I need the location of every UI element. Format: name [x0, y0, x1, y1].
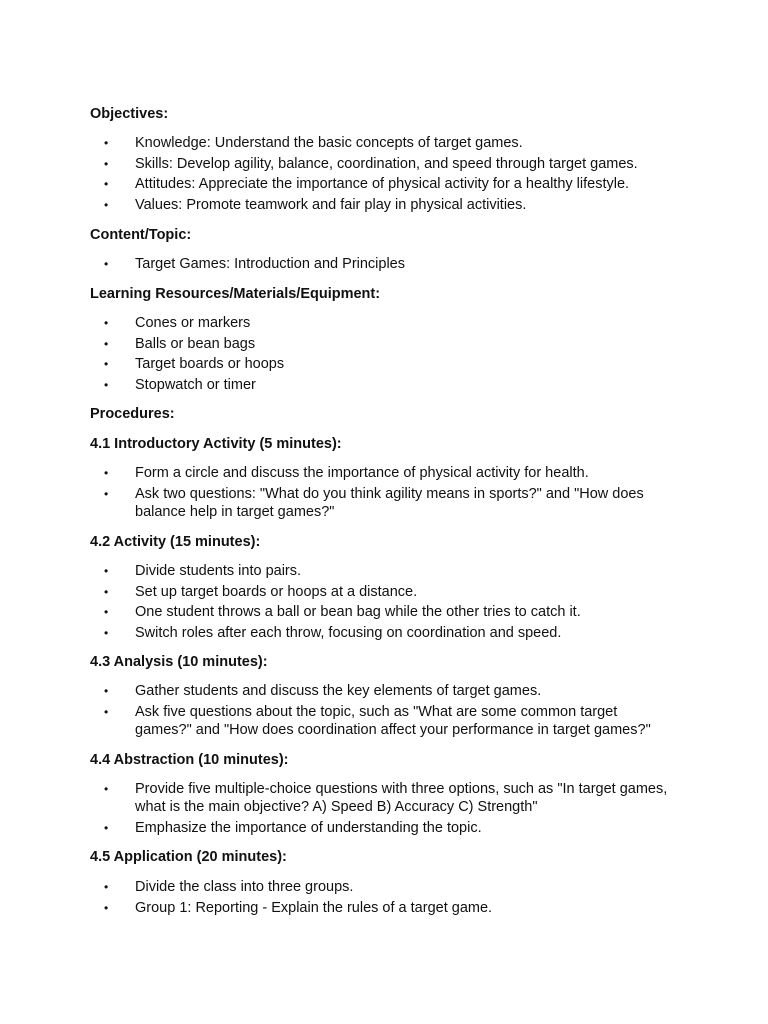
section-heading-analysis: 4.3 Analysis (10 minutes): — [90, 654, 268, 670]
analysis-list — [0, 682, 768, 741]
list-item: • One student throws a ball or bean bag while the other tries to catch it. — [104, 604, 581, 620]
list-item: • Target Games: Introduction and Principles — [104, 256, 405, 272]
bullet-icon: • — [104, 782, 109, 796]
bullet-icon: • — [104, 584, 109, 599]
list-item: • Set up target boards or hoops at a distance. — [104, 583, 418, 600]
learning-resources-list — [0, 314, 768, 396]
bullet-icon: • — [104, 357, 109, 371]
list-item: • Target boards or hoops — [104, 356, 285, 372]
section-heading-activity: 4.2 Activity (15 minutes): — [90, 534, 261, 550]
bullet-icon: • — [104, 136, 109, 150]
section-heading-learning-resources: Learning Resources/Materials/Equipment: — [90, 286, 381, 302]
list-item: • Ask five questions about the topic, such as "What are some common target games?" and "How does coordination affect your performance in target games?" — [104, 703, 651, 738]
bullet-icon: • — [104, 564, 109, 578]
list-item: • Attitudes: Appreciate the importance of physical activity for a healthy lifestyle. — [104, 176, 630, 192]
list-item: • Switch roles after each throw, focusing on coordination and speed. — [104, 624, 562, 641]
bullet-icon: • — [104, 900, 109, 915]
bullet-icon: • — [104, 156, 109, 171]
list-item: • Skills: Develop agility, balance, coordination, and speed through target games. — [104, 155, 638, 172]
list-item: • Stopwatch or timer — [104, 376, 256, 393]
list-item: • Ask two questions: "What do you think agility means in sports?" and "How does balance help in target games?" — [104, 485, 644, 520]
introductory-activity-list — [0, 464, 768, 523]
bullet-icon: • — [104, 880, 109, 894]
bullet-icon: • — [104, 377, 109, 392]
section-heading-content-topic: Content/Topic: — [90, 227, 192, 243]
list-item: • Divide the class into three groups. — [104, 879, 354, 895]
list-item: • Knowledge: Understand the basic concepts of target games. — [104, 135, 523, 151]
list-item: • Cones or markers — [104, 315, 251, 331]
list-item: • Emphasize the importance of understanding the topic. — [104, 819, 482, 836]
list-item: • Form a circle and discuss the importance of physical activity for health. — [104, 465, 589, 481]
list-item: • Values: Promote teamwork and fair play in physical activities. — [104, 196, 527, 213]
list-item: • Provide five multiple-choice questions with three options, such as "In target games, what is the main objective? A) Speed B) Accuracy C) Strength" — [104, 781, 668, 815]
list-item: • Group 1: Reporting - Explain the rules of a target game. — [104, 899, 493, 916]
list-item: • Gather students and discuss the key elements of target games. — [104, 683, 542, 699]
bullet-icon: • — [104, 177, 109, 191]
content-topic-list — [0, 255, 768, 276]
list-item: • Divide students into pairs. — [104, 563, 302, 579]
bullet-icon: • — [104, 466, 109, 480]
bullet-icon: • — [104, 704, 109, 719]
section-heading-application: 4.5 Application (20 minutes): — [90, 849, 287, 865]
bullet-icon: • — [104, 820, 109, 835]
section-heading-abstraction: 4.4 Abstraction (10 minutes): — [90, 752, 289, 768]
bullet-icon: • — [104, 336, 109, 351]
bullet-icon: • — [104, 605, 109, 619]
bullet-icon: • — [104, 316, 109, 330]
section-heading-introductory-activity: 4.1 Introductory Activity (5 minutes): — [90, 436, 342, 452]
bullet-icon: • — [104, 684, 109, 698]
application-list — [0, 878, 768, 919]
abstraction-list — [0, 780, 768, 839]
bullet-icon: • — [104, 197, 109, 212]
bullet-icon: • — [104, 625, 109, 640]
section-heading-objectives: Objectives: — [90, 106, 169, 122]
section-heading-procedures: Procedures: — [90, 406, 175, 422]
bullet-icon: • — [104, 486, 109, 501]
objectives-list — [0, 134, 768, 216]
list-item: • Balls or bean bags — [104, 335, 256, 352]
bullet-icon: • — [104, 257, 109, 271]
activity-list — [0, 562, 768, 644]
